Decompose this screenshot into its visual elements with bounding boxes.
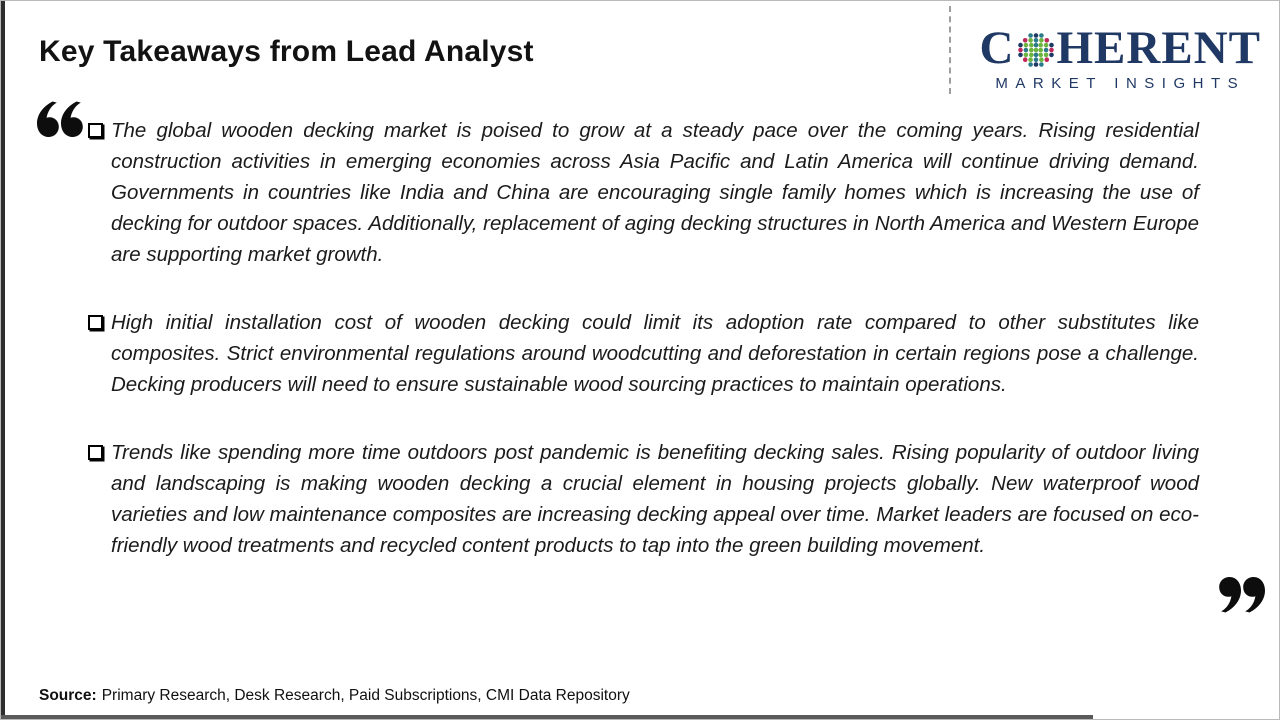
slide-bottom-border <box>1 715 1093 719</box>
takeaway-text-2: High initial installation cost of wooden decking could limit its adoption rate compared to other substitutes like composites. Strict environmental regulations around woodcutting and deforestation in certain regions pose a challenge. Decking producers will need to ensure sustainable wood sourcing practices to maintain operations. <box>111 311 1199 396</box>
logo-subtitle: MARKET INSIGHTS <box>995 75 1246 92</box>
company-logo <box>979 22 1261 92</box>
close-quote-icon <box>1217 575 1267 613</box>
takeaway-text-1: The global wooden decking market is poised to grow at a steady pace over the coming years. Rising residential construction activities in emerging economies across Asia Pacific and Latin America will continue driving demand. Governments in countries like India and China are encouraging single family homes which is increasing the use of decking for outdoor spaces. Additionally, replacement of aging decking structures in North America and Western Europe are supporting market growth. <box>111 119 1199 266</box>
source-label: Source: <box>39 687 97 704</box>
logo-divider-dashed-line <box>949 6 951 94</box>
logo-letters-herent: HERENT <box>1056 22 1261 74</box>
logo-wordmark <box>979 22 1261 74</box>
source-text: Primary Research, Desk Research, Paid Subscriptions, CMI Data Repository <box>101 687 630 704</box>
takeaways-list <box>89 115 1199 598</box>
square-bullet-icon <box>88 315 103 330</box>
source-line <box>39 687 630 705</box>
takeaway-text-3: Trends like spending more time outdoors post pandemic is benefiting decking sales. Rising popularity of outdoor living and landscaping is making wooden decking a crucial element in housing projects globally. New waterproof wood varieties and low maintenance composites are increasing decking appeal over time. Market leaders are focused on eco-friendly wood treatments and recycled content products to tap into the green building movement. <box>111 441 1199 557</box>
open-quote-icon <box>35 101 85 139</box>
takeaway-paragraph-3 <box>89 437 1199 561</box>
square-bullet-icon <box>88 445 103 460</box>
takeaway-paragraph-1 <box>89 115 1199 270</box>
square-bullet-icon <box>88 123 103 138</box>
logo-letter-c: C <box>979 22 1015 74</box>
takeaway-paragraph-2 <box>89 307 1199 400</box>
slide-left-border <box>1 1 5 720</box>
page-title: Key Takeaways from Lead Analyst <box>39 35 534 68</box>
globe-icon <box>1016 30 1056 70</box>
